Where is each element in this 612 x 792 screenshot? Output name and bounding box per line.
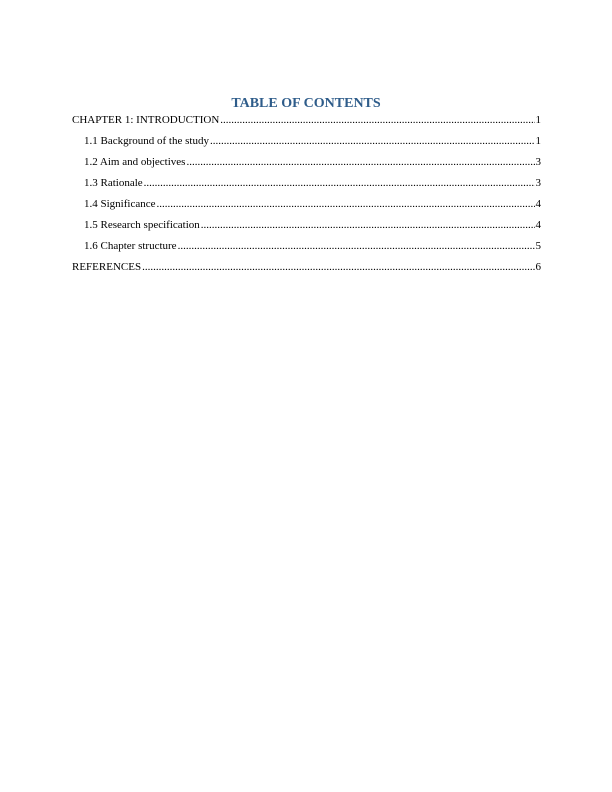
toc-dot-leader — [201, 219, 535, 232]
toc-entry-label: 1.4 Significance — [84, 198, 156, 210]
toc-entry-1-1[interactable] — [72, 135, 541, 148]
toc-entry-page-number: 6 — [535, 261, 541, 273]
toc-entry-1-4[interactable] — [72, 198, 541, 211]
toc-entry-1-6[interactable] — [72, 240, 541, 253]
toc-entry-label: 1.2 Aim and objectives — [84, 156, 186, 168]
toc-entry-page-number: 3 — [535, 177, 541, 189]
toc-entry-1-2[interactable] — [72, 156, 541, 169]
toc-entry-label: 1.6 Chapter structure — [84, 240, 177, 252]
toc-entry-page-number: 4 — [535, 219, 541, 231]
toc-entry-page-number: 1 — [535, 135, 541, 147]
toc-entry-label: 1.1 Background of the study — [84, 135, 209, 147]
toc-entry-label: CHAPTER 1: INTRODUCTION — [72, 114, 220, 126]
toc-entry-label: 1.3 Rationale — [84, 177, 143, 189]
toc-entry-1-3[interactable] — [72, 177, 541, 190]
toc-entry-references[interactable] — [72, 261, 541, 274]
toc-entry-page-number: 4 — [535, 198, 541, 210]
toc-dot-leader — [220, 114, 534, 127]
toc-dot-leader — [186, 156, 534, 169]
toc-dot-leader — [178, 240, 535, 253]
toc-entry-label: 1.5 Research specification — [84, 219, 200, 231]
toc-dot-leader — [142, 261, 534, 274]
toc-entry-1-5[interactable] — [72, 219, 541, 232]
toc-entry-page-number: 1 — [535, 114, 541, 126]
toc-entry-label: REFERENCES — [72, 261, 142, 273]
toc-entry-page-number: 5 — [535, 240, 541, 252]
toc-list — [72, 114, 541, 274]
toc-dot-leader — [156, 198, 534, 211]
toc-entry-page-number: 3 — [535, 156, 541, 168]
toc-title: TABLE OF CONTENTS — [231, 96, 381, 111]
toc-dot-leader — [210, 135, 535, 148]
toc-entry-chapter-1[interactable] — [72, 114, 541, 127]
toc-dot-leader — [144, 177, 535, 190]
